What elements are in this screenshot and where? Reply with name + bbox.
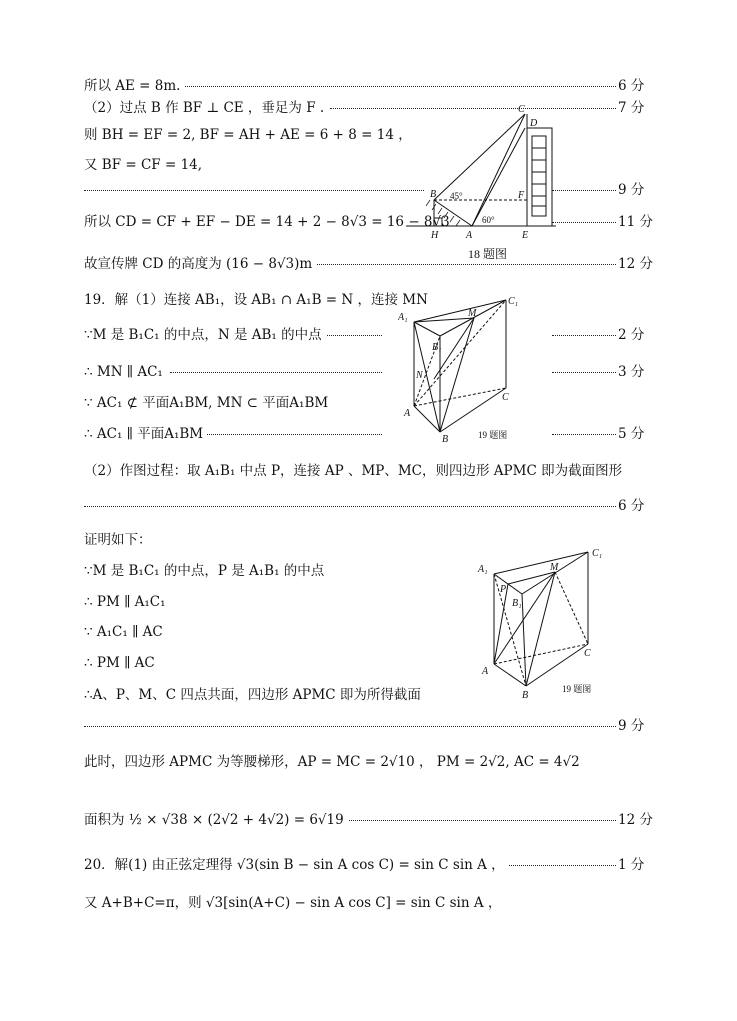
line-cd (0, 211, 737, 235)
line-text: （2）过点 B 作 BF ⊥ CE ，垂足为 F . (84, 97, 328, 119)
label-c1: C₁ (592, 548, 603, 559)
label-a1: A₁ (478, 564, 488, 575)
score-label: 1 分 (616, 854, 644, 876)
line-text: （2）作图过程：取 A₁B₁ 中点 P，连接 AP 、MP、MC，则四边形 APMC 即为截面图形 (84, 460, 626, 482)
line-text: ∵M 是 B₁C₁ 的中点，N 是 AB₁ 的中点 (84, 324, 326, 346)
figure-19a (398, 290, 560, 448)
line-text: ∴A、P、M、C 四点共面，四边形 APMC 即为所得截面 (84, 684, 425, 706)
line-text: ∴ MN ∥ AC₁ (84, 361, 167, 383)
line-19-mn (0, 361, 737, 385)
label-c1: C₁ (508, 296, 519, 307)
label-c: C (584, 648, 591, 659)
line-text: 20．解(1) 由正弦定理得 √3(sin B − sin A cos C) = sin C sin A ， (84, 854, 509, 876)
line-bh (0, 124, 737, 148)
label-c: C (502, 392, 509, 403)
label-b: B (522, 690, 529, 700)
label-m: M (550, 562, 559, 573)
line-trapezoid (0, 751, 737, 775)
label-b1: B₁ (512, 598, 522, 609)
fig19b-caption: 19 题图 (562, 684, 592, 694)
line-19-1 (0, 289, 737, 313)
label-m: M (468, 308, 477, 319)
right-angle-h (434, 218, 442, 226)
bc-line (434, 114, 525, 200)
line-text: ∴ AC₁ ∥ 平面A₁BM (84, 423, 207, 445)
label-n: N (416, 370, 423, 381)
slope-hatching (426, 200, 460, 226)
fig19a-caption: 19 题图 (478, 430, 508, 440)
score-label: 12 分 (616, 809, 653, 831)
label-e: E (522, 230, 529, 241)
line-19-parallel (0, 423, 737, 447)
line-text: ∵ A₁C₁ ∥ AC (84, 621, 167, 643)
line-20-1 (0, 854, 737, 878)
ad-line (472, 128, 525, 226)
line-6-score (0, 495, 737, 519)
line-area (0, 809, 737, 833)
line-19-midpoint (0, 324, 737, 348)
line-19-2 (0, 460, 737, 484)
line-cd-height (0, 253, 737, 277)
line-text: 面积为 ½ × √38 × (2√2 + 4√2) = 6√19 (84, 809, 348, 831)
line-text: 19．解（1）连接 AB₁，设 AB₁ ∩ A₁B = N ，连接 MN (84, 289, 432, 311)
score-label: 12 分 (616, 253, 653, 275)
label-c: C (518, 104, 525, 115)
ac-line (472, 114, 525, 226)
score-label: 2 分 (616, 324, 644, 346)
score-label: 6 分 (616, 75, 644, 97)
label-b: B (442, 434, 449, 445)
label-a1: A₁ (398, 312, 408, 323)
line-bf-cf (0, 154, 737, 178)
line-20-2 (0, 892, 737, 916)
line-text: ∵ AC₁ ⊄ 平面A₁BM, MN ⊂ 平面A₁BM (84, 392, 332, 414)
score-label: 11 分 (616, 211, 653, 233)
line-19-plane (0, 392, 737, 416)
score-label: 3 分 (616, 361, 644, 383)
score-label: 6 分 (616, 495, 644, 517)
line-text: 此时，四边形 APMC 为等腰梯形，AP = MC = 2√10 ， PM = 2√2, AC = 4√2 (84, 751, 584, 773)
line-text: ∴ PM ∥ AC (84, 652, 159, 674)
figure-18 (400, 100, 560, 268)
line-ae (0, 75, 737, 99)
line-9-score-b (0, 715, 737, 739)
score-label: 9 分 (616, 179, 644, 201)
slope-line (434, 200, 472, 226)
line-text: 故宣传牌 CD 的高度为 (16 − 8√3)m (84, 253, 316, 275)
label-60: 60° (482, 215, 495, 225)
label-h: H (431, 230, 439, 241)
line-text: 证明如下： (84, 529, 156, 551)
line-text: 又 BF = CF = 14, (84, 154, 206, 176)
line-text: ∴ PM ∥ A₁C₁ (84, 591, 170, 613)
label-b1: B₁ (432, 342, 442, 353)
label-a: A (404, 408, 411, 419)
label-d: D (530, 118, 538, 129)
label-f: F (518, 190, 525, 201)
fig18-caption: 18 题图 (468, 247, 508, 261)
score-label: 9 分 (616, 715, 644, 737)
score-label: 5 分 (616, 423, 644, 445)
line-text: 所以 AE = 8m. (84, 75, 184, 97)
label-p: P (500, 584, 507, 595)
line-text: 又 A+B+C=π，则 √3[sin(A+C) − sin A cos C] = sin C sin A ， (84, 892, 505, 914)
billboard (527, 128, 552, 226)
figure-19b (470, 540, 632, 700)
line-text: ∵M 是 B₁C₁ 的中点，P 是 A₁B₁ 的中点 (84, 560, 328, 582)
label-a: A (466, 230, 473, 241)
score-label: 7 分 (616, 97, 644, 119)
label-45: 45° (450, 191, 463, 201)
line-2-bf (0, 97, 737, 121)
line-text: 所以 CD = CF + EF − DE = 14 + 2 − 8√3 = 16 − 8√3 (84, 211, 454, 233)
label-b: B (430, 189, 437, 200)
line-9-score (0, 179, 737, 203)
line-text: 则 BH = EF = 2, BF = AH + AE = 6 + 8 = 14 ， (84, 124, 416, 146)
label-a: A (482, 666, 489, 677)
